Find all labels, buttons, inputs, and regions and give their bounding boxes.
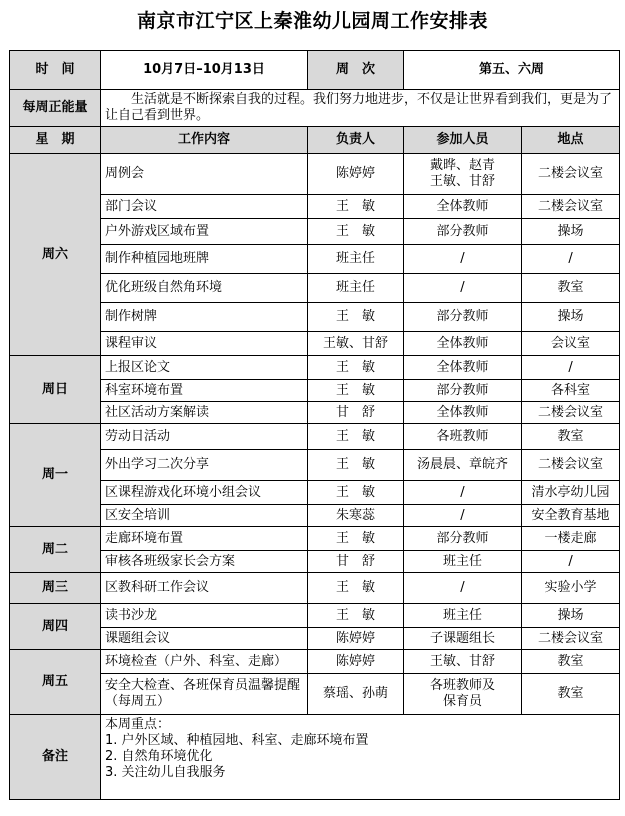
header-owner: 负责人 [308, 127, 404, 154]
notes-line: 3. 关注幼儿自我服务 [105, 765, 226, 780]
task-participants: 全体教师 [404, 195, 522, 219]
table-row [10, 274, 620, 303]
task-place: 教室 [522, 274, 620, 303]
notes-line: 2. 自然角环境优化 [105, 749, 213, 764]
table-row [10, 604, 620, 628]
task-owner: 蔡瑶、孙萌 [308, 674, 404, 715]
task-content: 劳动日活动 [101, 424, 308, 450]
task-place: 安全教育基地 [522, 505, 620, 527]
notes-row [10, 715, 620, 800]
task-content: 课程审议 [101, 332, 308, 356]
task-participants: / [404, 573, 522, 604]
task-owner: 班主任 [308, 274, 404, 303]
motto-text: 生活就是不断探索自我的过程。我们努力地进步，不仅是让世界看到我们，更是为了让自己看到世界。 [101, 90, 620, 127]
task-content: 安全大检查、各班保育员温馨提醒（每周五） [101, 674, 308, 715]
notes-line: 1. 户外区域、种植园地、科室、走廊环境布置 [105, 733, 369, 748]
task-participants: 全体教师 [404, 332, 522, 356]
week-value: 第五、六周 [404, 51, 620, 90]
task-participants: / [404, 505, 522, 527]
time-label: 时 间 [10, 51, 101, 90]
task-owner: 王敏、甘舒 [308, 332, 404, 356]
task-owner: 王 敏 [308, 573, 404, 604]
task-owner: 陈婷婷 [308, 628, 404, 650]
task-owner: 王 敏 [308, 481, 404, 505]
task-content: 上报区论文 [101, 356, 308, 380]
task-place: 一楼走廊 [522, 527, 620, 551]
task-content: 优化班级自然角环境 [101, 274, 308, 303]
task-owner: 王 敏 [308, 604, 404, 628]
task-place: 教室 [522, 424, 620, 450]
day-cell: 周日 [10, 356, 101, 424]
task-owner: 王 敏 [308, 219, 404, 245]
task-place: 二楼会议室 [522, 628, 620, 650]
task-content: 制作种植园地班牌 [101, 245, 308, 274]
task-owner: 王 敏 [308, 527, 404, 551]
column-header-row [10, 127, 620, 154]
notes-line: 本周重点： [105, 717, 171, 732]
task-participants: / [404, 245, 522, 274]
task-owner: 王 敏 [308, 303, 404, 332]
task-participants: 班主任 [404, 604, 522, 628]
task-content: 区课程游戏化环境小组会议 [101, 481, 308, 505]
task-participants: 部分教师 [404, 380, 522, 402]
task-content: 部门会议 [101, 195, 308, 219]
task-participants: 部分教师 [404, 527, 522, 551]
task-content: 课题组会议 [101, 628, 308, 650]
task-place: 操场 [522, 303, 620, 332]
task-content: 走廊环境布置 [101, 527, 308, 551]
task-place: 二楼会议室 [522, 450, 620, 481]
task-owner: 王 敏 [308, 356, 404, 380]
motto-row [10, 90, 620, 127]
task-participants: 汤晨晨、章皖齐 [404, 450, 522, 481]
task-place: 二楼会议室 [522, 195, 620, 219]
task-owner: 陈婷婷 [308, 154, 404, 195]
task-owner: 甘 舒 [308, 551, 404, 573]
table-row [10, 628, 620, 650]
week-label: 周 次 [308, 51, 404, 90]
time-value: 10月7日–10月13日 [101, 51, 308, 90]
task-place: 二楼会议室 [522, 154, 620, 195]
task-place: 会议室 [522, 332, 620, 356]
table-row [10, 551, 620, 573]
notes-label: 备注 [10, 715, 101, 800]
header-day: 星 期 [10, 127, 101, 154]
day-cell: 周二 [10, 527, 101, 573]
task-owner: 王 敏 [308, 195, 404, 219]
time-row [10, 51, 620, 90]
task-place: 教室 [522, 674, 620, 715]
task-participants: 戴晔、赵青 王敏、甘舒 [404, 154, 522, 195]
task-owner: 班主任 [308, 245, 404, 274]
table-row [10, 481, 620, 505]
table-row [10, 674, 620, 715]
table-row [10, 505, 620, 527]
task-owner: 甘 舒 [308, 402, 404, 424]
header-content: 工作内容 [101, 127, 308, 154]
task-place: 清水亭幼儿园 [522, 481, 620, 505]
task-owner: 朱寒蕊 [308, 505, 404, 527]
task-participants: 王敏、甘舒 [404, 650, 522, 674]
table-row [10, 650, 620, 674]
task-content: 审核各班级家长会方案 [101, 551, 308, 573]
table-row [10, 219, 620, 245]
task-participants: 班主任 [404, 551, 522, 573]
task-place: 操场 [522, 604, 620, 628]
task-place: 实验小学 [522, 573, 620, 604]
table-row [10, 303, 620, 332]
task-participants: / [404, 274, 522, 303]
task-participants: 全体教师 [404, 356, 522, 380]
task-place: 二楼会议室 [522, 402, 620, 424]
task-content: 区安全培训 [101, 505, 308, 527]
table-row [10, 245, 620, 274]
task-content: 读书沙龙 [101, 604, 308, 628]
task-participants: / [404, 481, 522, 505]
task-content: 制作树牌 [101, 303, 308, 332]
task-content: 外出学习二次分享 [101, 450, 308, 481]
motto-label: 每周正能量 [10, 90, 101, 127]
schedule-table [9, 50, 620, 800]
table-row [10, 450, 620, 481]
task-owner: 陈婷婷 [308, 650, 404, 674]
task-content: 科室环境布置 [101, 380, 308, 402]
task-participants: 部分教师 [404, 303, 522, 332]
task-place: / [522, 245, 620, 274]
task-owner: 王 敏 [308, 450, 404, 481]
task-participants: 子课题组长 [404, 628, 522, 650]
table-row [10, 380, 620, 402]
table-row [10, 332, 620, 356]
task-place: 操场 [522, 219, 620, 245]
task-place: / [522, 551, 620, 573]
task-content: 户外游戏区域布置 [101, 219, 308, 245]
task-participants: 各班教师 [404, 424, 522, 450]
page-title: 南京市江宁区上秦淮幼儿园周工作安排表 [136, 10, 488, 32]
table-row [10, 402, 620, 424]
task-content: 区教科研工作会议 [101, 573, 308, 604]
day-cell: 周四 [10, 604, 101, 650]
table-row [10, 424, 620, 450]
day-cell: 周三 [10, 573, 101, 604]
header-place: 地点 [522, 127, 620, 154]
table-row [10, 356, 620, 380]
task-place: / [522, 356, 620, 380]
task-owner: 王 敏 [308, 424, 404, 450]
table-row [10, 573, 620, 604]
day-cell: 周五 [10, 650, 101, 715]
task-content: 周例会 [101, 154, 308, 195]
task-owner: 王 敏 [308, 380, 404, 402]
header-participants: 参加人员 [404, 127, 522, 154]
task-content: 社区活动方案解读 [101, 402, 308, 424]
notes-content [101, 715, 620, 800]
table-row [10, 154, 620, 195]
task-participants: 各班教师及 保育员 [404, 674, 522, 715]
table-row [10, 195, 620, 219]
task-participants: 全体教师 [404, 402, 522, 424]
task-place: 教室 [522, 650, 620, 674]
task-place: 各科室 [522, 380, 620, 402]
table-row [10, 527, 620, 551]
task-content: 环境检查（户外、科室、走廊） [101, 650, 308, 674]
day-cell: 周一 [10, 424, 101, 527]
day-cell: 周六 [10, 154, 101, 356]
task-participants: 部分教师 [404, 219, 522, 245]
